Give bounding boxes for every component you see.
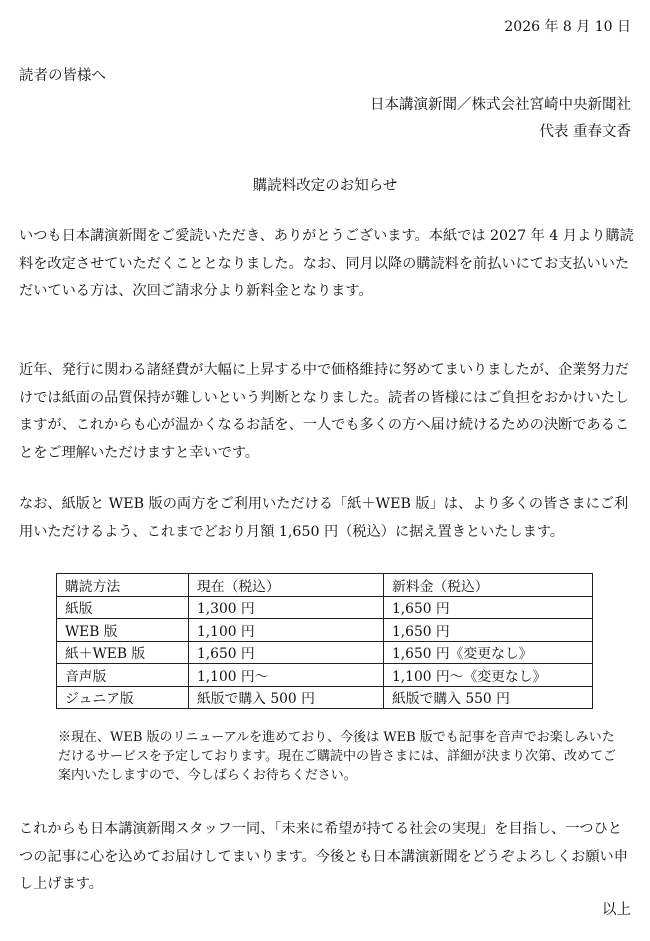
sender-organization: 日本講演新聞／株式会社宮崎中央新聞社 — [370, 97, 631, 113]
table-cell: 1,650 円 — [189, 641, 384, 664]
paragraph-closing-message: これからも日本講演新聞スタッフ一同、「未来に希望が持てる社会の実現」を目指し、一つひとつの記事に心を込めてお届けしてまいります。今後とも日本講演新聞をどうぞよろしくお願い申し上げます。 — [19, 821, 628, 892]
table-row — [57, 641, 593, 664]
table-row — [57, 686, 593, 709]
closing-mark: 以上 — [602, 902, 631, 918]
recipient-line: 読者の皆様へ — [19, 68, 106, 84]
letter-date: 2026 年 8 月 10 日 — [504, 19, 631, 35]
paragraph-reason: 近年、発行に関わる諸経費が大幅に上昇する中で価格維持に努めてまいりましたが、企業努力だけでは紙面の品質保持が難しいという判断となりました。読者の皆様にはご負担をおかけいたしますが、これからも心が温かくなるお話を、一人でも多くの方へ届け続けるための決断であることをご理解いただけますと幸いです。 — [19, 362, 630, 461]
table-header-row — [57, 574, 593, 597]
table-header-cell: 購読方法 — [57, 574, 189, 597]
paragraph-greeting: いつも日本講演新聞をご愛読いただき、ありがとうございます。本紙では 2027 年 4 月より購読料を改定させていただくこととなりました。なお、同月以降の購読料を前払いにてお支払いいただいている方は、次回ご請求分より新料金となります。 — [19, 228, 634, 299]
table-cell: 1,650 円《変更なし》 — [384, 641, 593, 664]
table-cell: 1,300 円 — [189, 596, 384, 619]
sender-block — [370, 92, 631, 146]
table-cell: 1,100 円〜 — [189, 664, 384, 687]
paragraph-exception: なお、紙版と WEB 版の両方をご利用いただける「紙＋WEB 版」は、より多くの皆さまにご利用いただけるよう、これまでどおり月額 1,650 円（税込）に据え置きといたします。 — [19, 496, 629, 540]
sender-representative: 代表 重春文香 — [539, 124, 631, 140]
table-cell: 1,650 円 — [384, 619, 593, 642]
table-row — [57, 619, 593, 642]
table-cell: 紙版で購入 500 円 — [189, 686, 384, 709]
table-cell: ジュニア版 — [57, 686, 189, 709]
table-footnote: ※現在、WEB 版のリニューアルを進めており、今後は WEB 版でも記事を音声でお楽しみいただけるサービスを予定しております。現在ご購読中の皆さまには、詳細が決まり次第、改めてご案内いたしますので、今しばらくお待ちください。 — [58, 730, 616, 783]
table-cell: 紙＋WEB 版 — [57, 641, 189, 664]
table-row — [57, 664, 593, 687]
table-row — [57, 596, 593, 619]
notice-title: 購読料改定のお知らせ — [252, 178, 398, 194]
table-cell: 紙版で購入 550 円 — [384, 686, 593, 709]
table-cell: 1,100 円 — [189, 619, 384, 642]
table-cell: 1,650 円 — [384, 596, 593, 619]
table-cell: 音声版 — [57, 664, 189, 687]
table-cell: 1,100 円〜《変更なし》 — [384, 664, 593, 687]
table-cell: 紙版 — [57, 596, 189, 619]
table-header-cell: 新料金（税込） — [384, 574, 593, 597]
price-table — [56, 573, 593, 709]
table-header-cell: 現在（税込） — [189, 574, 384, 597]
table-cell: WEB 版 — [57, 619, 189, 642]
